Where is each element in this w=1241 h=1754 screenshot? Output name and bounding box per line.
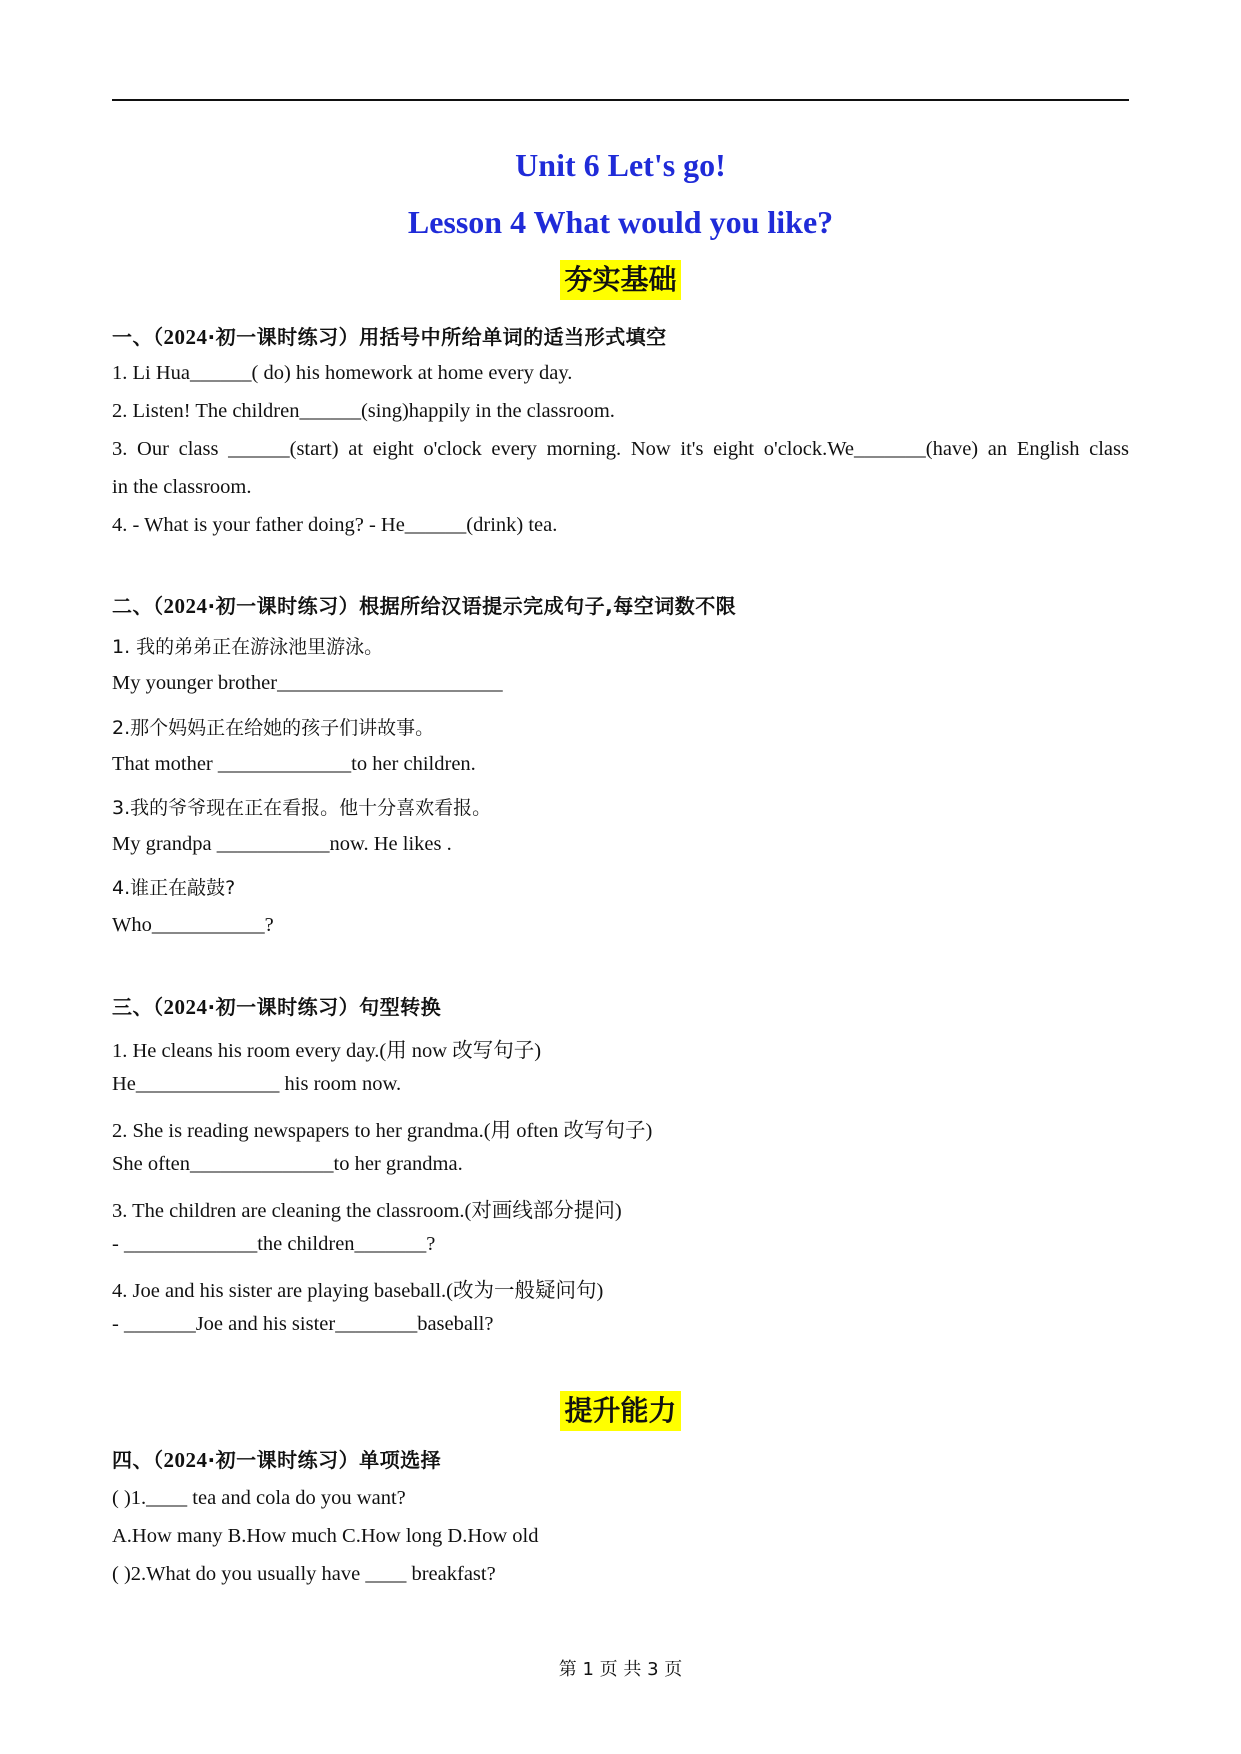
section-3-year: 2024 (163, 995, 208, 1019)
s3-line-7: 4. Joe and his sister are playing baseball.(改为一般疑问句) (112, 1280, 604, 1302)
s1-line-3: 3. Our class ______(start) at eight o'clock every morning. Now it's eight o'clock.We_______(have) an English class (112, 438, 1129, 460)
lesson-title: Lesson 4 What would you like? (407, 204, 834, 240)
s3-line-1: 1. He cleans his room every day.(用 now 改写句子) (112, 1040, 542, 1062)
s1-line-4: 4. - What is your father doing? - He______(drink) tea. (112, 514, 558, 536)
section-1-heading (112, 321, 667, 350)
section-1-suffix: ·初一课时练习）用括号中所给单词的适当形式填空 (207, 325, 667, 349)
section-3-prefix: 三、（ (112, 995, 164, 1019)
s1-line-3-cont: in the classroom. (112, 476, 252, 498)
s4-line-3: ( )2.What do you usually have ____ breakfast? (112, 1563, 496, 1585)
s4-line-1: ( )1.____ tea and cola do you want? (112, 1487, 406, 1509)
s3-line-3: 2. She is reading newspapers to her grandma.(用 often 改写句子) (112, 1120, 653, 1142)
s3-line-2: He______________ his room now. (112, 1073, 402, 1095)
section-4-prefix: 四、（ (112, 1448, 164, 1472)
s2-line-6: My grandpa ___________now. He likes . (112, 833, 452, 855)
section-2-suffix: ·初一课时练习）根据所给汉语提示完成句子,每空词数不限 (207, 594, 737, 618)
section-2-year: 2024 (163, 594, 208, 618)
banner-basic-wrap (0, 260, 1241, 300)
banner-advanced: 提升能力 (560, 1391, 680, 1431)
s3-line-5: 3. The children are cleaning the classroom.(对画线部分提问) (112, 1200, 622, 1222)
s2-line-8: Who___________? (112, 914, 274, 936)
section-2-prefix: 二、（ (112, 594, 164, 618)
section-4-heading (112, 1444, 441, 1473)
unit-title: Unit 6 Let's go! (515, 147, 726, 183)
s4-line-2: A.How many B.How much C.How long D.How old (112, 1525, 539, 1547)
banner-advanced-wrap (0, 1391, 1241, 1431)
page-footer: 第 1 页 共 3 页 (558, 1659, 683, 1680)
section-3-suffix: ·初一课时练习）句型转换 (207, 995, 442, 1019)
s3-line-6: - _____________the children_______? (112, 1233, 436, 1255)
s3-line-8: - _______Joe and his sister________baseball? (112, 1313, 494, 1335)
banner-basic: 夯实基础 (560, 260, 680, 300)
section-2-heading (112, 590, 736, 619)
section-4-year: 2024 (163, 1448, 208, 1472)
section-4-suffix: ·初一课时练习）单项选择 (207, 1448, 442, 1472)
header-rule (112, 99, 1129, 101)
section-3-heading (112, 991, 441, 1020)
s3-line-4: She often______________to her grandma. (112, 1153, 463, 1175)
s2-line-2: My younger brother______________________ (112, 672, 503, 694)
s2-line-5: 3.我的爷爷现在正在看报。他十分喜欢看报。 (112, 797, 492, 819)
s2-line-4: That mother _____________to her children. (112, 753, 476, 775)
s1-line-2: 2. Listen! The children______(sing)happily in the classroom. (112, 400, 615, 422)
s2-line-7: 4.谁正在敲鼓? (112, 877, 236, 899)
s1-line-1: 1. Li Hua______( do) his homework at home every day. (112, 362, 573, 384)
s2-line-3: 2.那个妈妈正在给她的孩子们讲故事。 (112, 717, 435, 739)
section-1-prefix: 一、（ (112, 325, 164, 349)
section-1-year: 2024 (163, 325, 208, 349)
s2-line-1: 1. 我的弟弟正在游泳池里游泳。 (112, 636, 384, 658)
